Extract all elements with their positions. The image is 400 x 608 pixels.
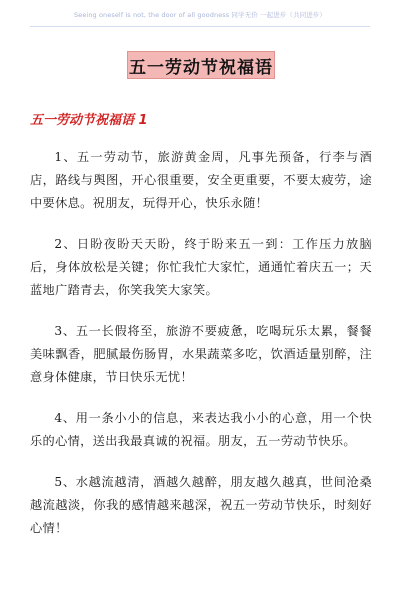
paragraph: 4、用一条小小的信息，来表达我小小的心意，用一个快乐的心情，送出我最真诚的祝福。朋友，五一劳动节快乐。 xyxy=(30,411,372,448)
document-title: 五一劳动节祝福语 xyxy=(129,57,273,78)
paragraph: 1、五一劳动节，旅游黄金周，凡事先预备，行李与酒店，路线与舆图，开心很重要，安全更重要，不要太疲劳，途中要休息。祝朋友，玩得开心，快乐永随！ xyxy=(30,150,372,210)
paragraph: 2、日盼夜盼天天盼，终于盼来五一到：工作压力放脑后，身体放松是关键；你忙我忙大家忙，通通忙着庆五一；天蓝地广踏青去，你笑我笑大家笑。 xyxy=(30,237,372,297)
page-header-text: Seeing oneself is not, the door of all goodness 同学无价 一起进步（共同进步） xyxy=(30,10,370,27)
section-heading: 五一劳动节祝福语 1 xyxy=(30,113,148,128)
paragraph: 5、水越流越清，酒越久越醉，朋友越久越真，世间沧桑越流越淡，你我的感情越来越深，祝五一劳动节快乐，时刻好心情！ xyxy=(30,475,372,535)
document-title-box xyxy=(127,51,275,79)
paragraph: 3、五一长假将至，旅游不要疲惫，吃喝玩乐太累，餐餐美味飘香，肥腻最伤肠胃，水果蔬菜多吃，饮酒适量别醉，注意身体健康，节日快乐无忧！ xyxy=(30,324,372,384)
document-body xyxy=(30,146,372,558)
